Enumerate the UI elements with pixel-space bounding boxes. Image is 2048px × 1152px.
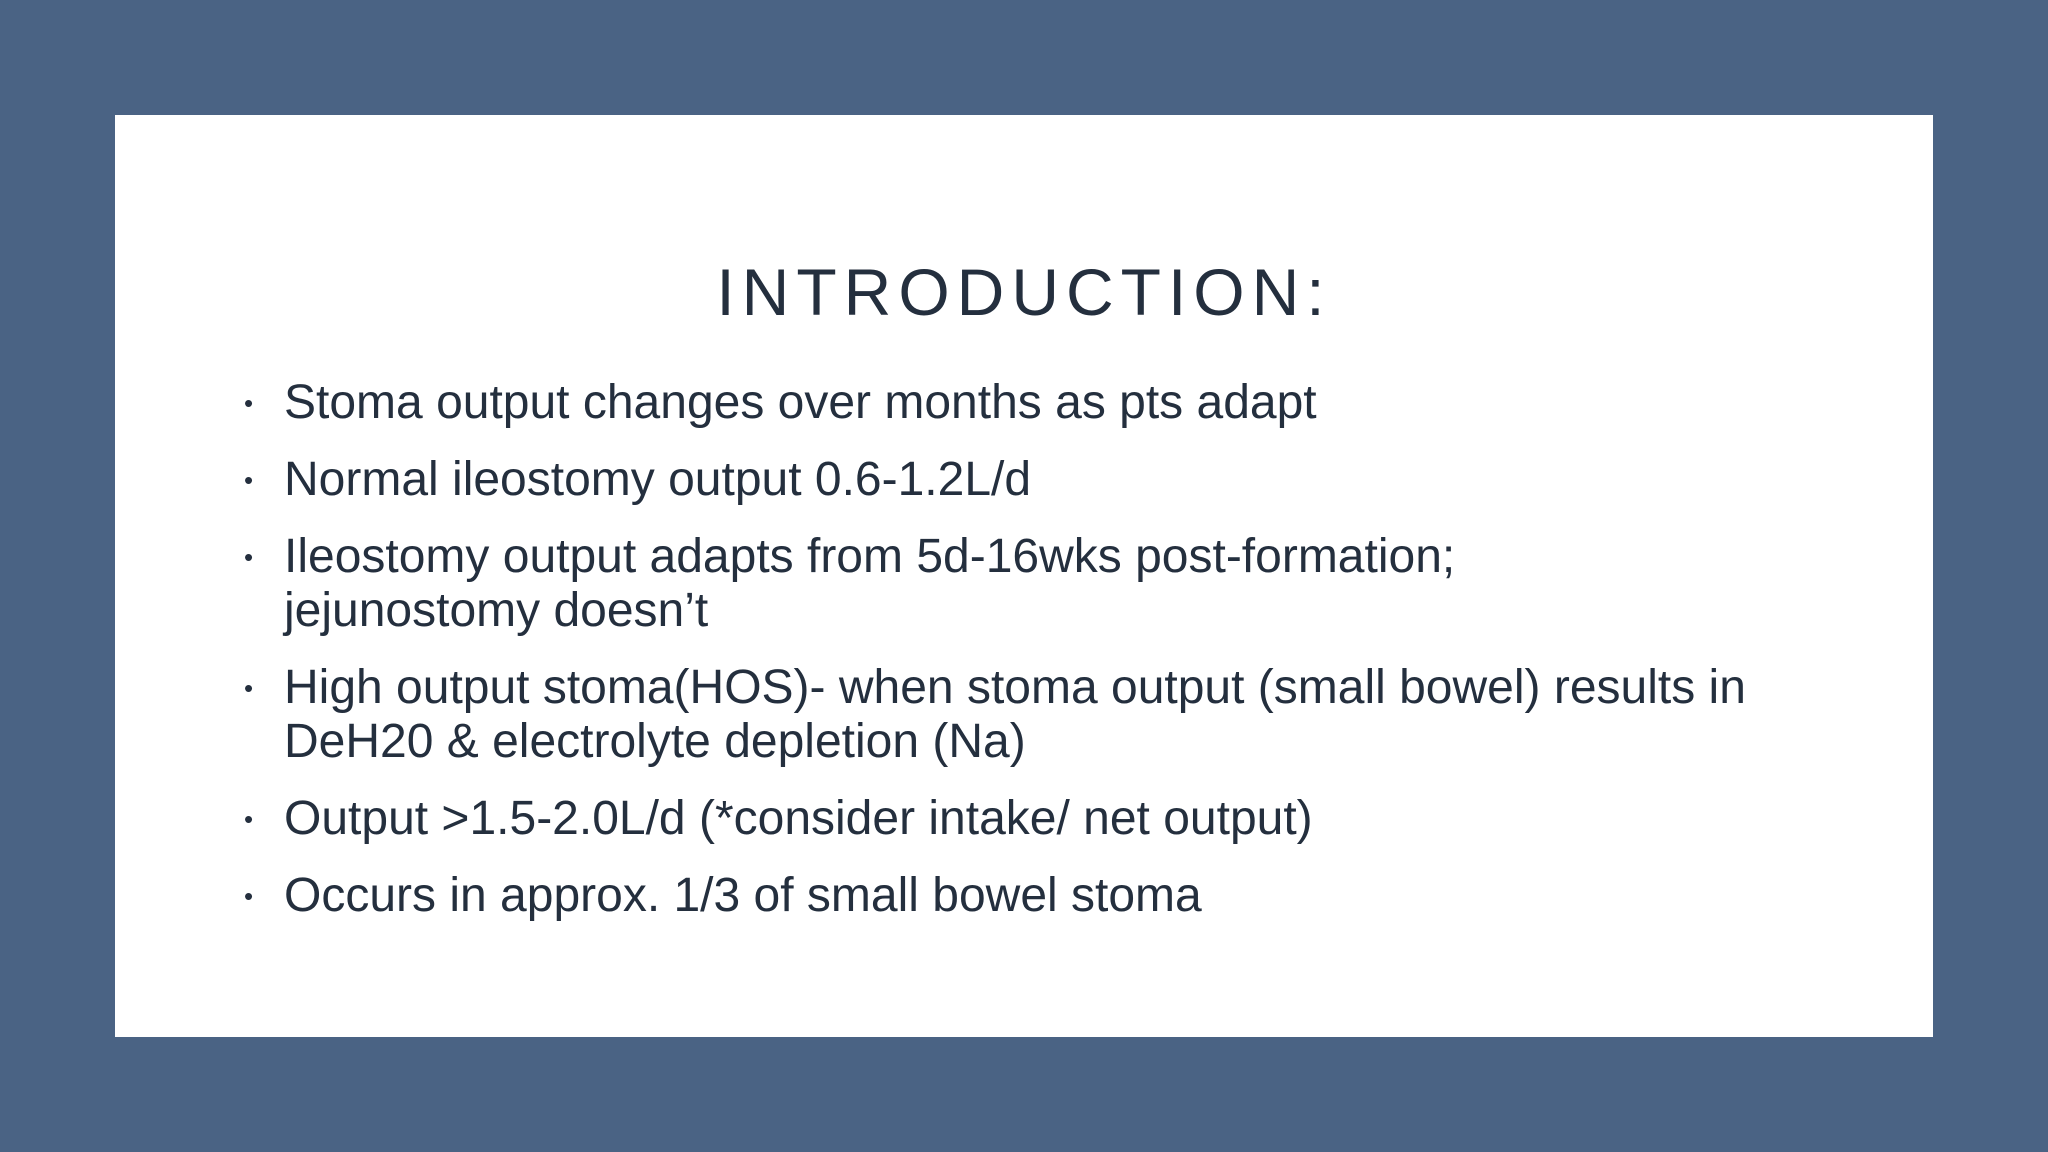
- bullet-icon: •: [244, 673, 254, 703]
- bullet-icon: •: [244, 388, 254, 418]
- bullet-icon: •: [244, 542, 254, 572]
- bullet-item-2: [244, 453, 1844, 507]
- bullet-list: [244, 376, 1844, 946]
- bullet-icon: •: [244, 804, 254, 834]
- bullet-item-4: [244, 661, 1844, 769]
- bullet-text: Ileostomy output adapts from 5d-16wks post-formation; jejunostomy doesn’t: [284, 530, 1456, 637]
- bullet-icon: •: [244, 465, 254, 495]
- bullet-item-6: [244, 869, 1844, 923]
- bullet-icon: •: [244, 881, 254, 911]
- bullet-text: Normal ileostomy output 0.6-1.2L/d: [284, 453, 1032, 506]
- slide-title: INTRODUCTION:: [716, 255, 1332, 329]
- bullet-text: Output >1.5-2.0L/d (*consider intake/ net output): [284, 792, 1313, 845]
- bullet-text: Occurs in approx. 1/3 of small bowel stoma: [284, 869, 1202, 922]
- bullet-item-1: [244, 376, 1844, 430]
- bullet-item-3: [244, 530, 1584, 638]
- bullet-text: Stoma output changes over months as pts adapt: [284, 376, 1317, 429]
- bullet-item-5: [244, 792, 1844, 846]
- bullet-text: High output stoma(HOS)- when stoma output (small bowel) results in DeH20 & electrolyte depletion (Na): [284, 661, 1746, 768]
